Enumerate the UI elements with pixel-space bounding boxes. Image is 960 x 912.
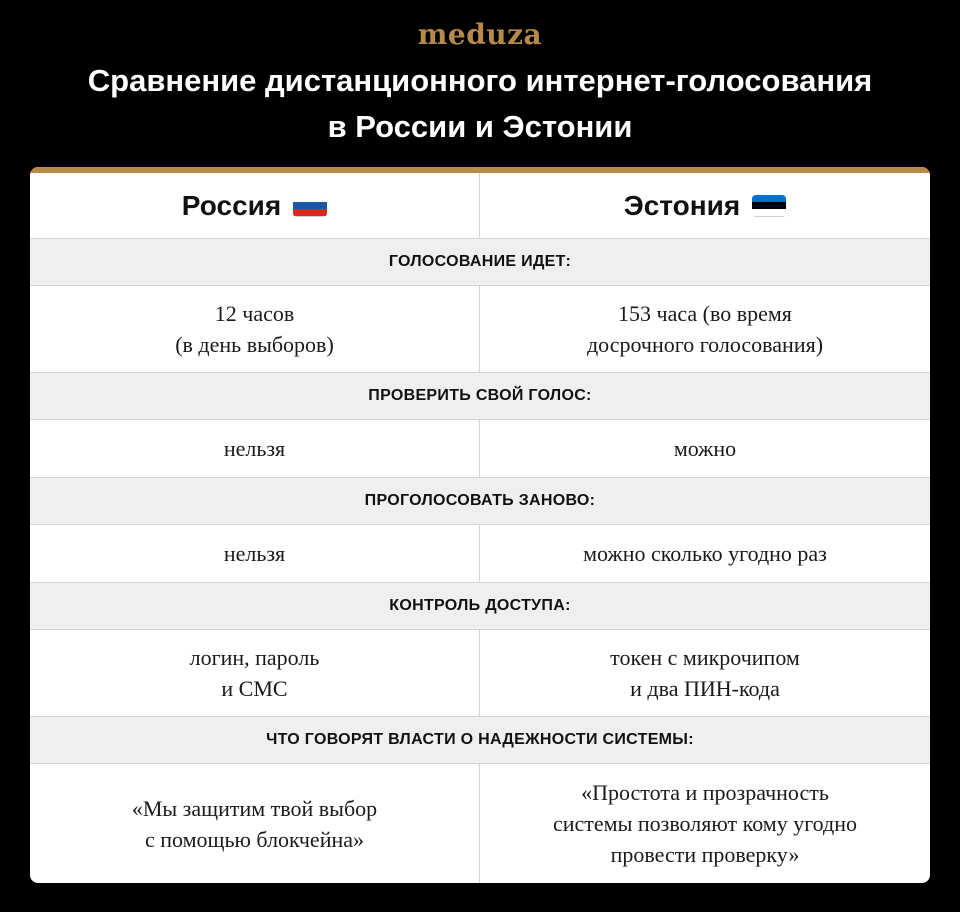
cell-text-line: токен с микрочипом	[610, 645, 800, 670]
table-row	[30, 286, 930, 373]
cell-text-line: и два ПИН-кода	[630, 676, 780, 701]
cell-russia	[30, 764, 480, 883]
cell-estonia	[480, 525, 930, 582]
cell-text-line: и СМС	[221, 676, 288, 701]
table-header-row	[30, 173, 930, 239]
russia-flag-icon	[293, 195, 327, 217]
table-row	[30, 764, 930, 883]
cell-russia	[30, 286, 480, 372]
section-heading-row	[30, 373, 930, 420]
section-heading: ГОЛОСОВАНИЕ ИДЕТ:	[388, 253, 572, 270]
cell-text-line: нельзя	[223, 541, 286, 566]
cell-text-line: (в день выборов)	[175, 332, 334, 357]
cell-text-line: провести проверку»	[610, 842, 800, 867]
cell-russia	[30, 630, 480, 716]
section-heading-row	[30, 239, 930, 286]
column-header-russia	[30, 173, 480, 238]
cell-russia	[30, 420, 480, 477]
section-heading: ПРОВЕРИТЬ СВОЙ ГОЛОС:	[368, 387, 592, 404]
flag-stripe	[293, 195, 327, 202]
title-line-2: в России и Эстонии	[327, 109, 633, 144]
section-heading: КОНТРОЛЬ ДОСТУПА:	[389, 597, 571, 614]
column-header-estonia	[480, 173, 930, 238]
flag-stripe	[293, 202, 327, 209]
cell-text-line: 153 часа (во время	[618, 301, 792, 326]
comparison-table	[30, 167, 930, 883]
flag-stripe	[752, 195, 786, 202]
section-heading-row	[30, 583, 930, 630]
table-row	[30, 630, 930, 717]
cell-estonia	[480, 286, 930, 372]
cell-text-line: нельзя	[223, 436, 286, 461]
cell-text-line: досрочного голосования)	[586, 332, 824, 357]
title-line-1: Сравнение дистанционного интернет-голосования	[87, 63, 873, 98]
cell-estonia	[480, 420, 930, 477]
cell-estonia	[480, 630, 930, 716]
meduza-logo: meduza	[417, 18, 543, 51]
section-heading: ПРОГОЛОСОВАТЬ ЗАНОВО:	[364, 492, 596, 509]
column-name-estonia: Эстония	[623, 189, 741, 221]
cell-text-line: «Простота и прозрачность	[581, 780, 829, 805]
cell-text-line: системы позволяют кому угодно	[552, 811, 858, 836]
cell-text-line: можно сколько угодно раз	[583, 541, 827, 566]
cell-text-line: можно	[673, 436, 737, 461]
table-row	[30, 525, 930, 583]
flag-stripe	[293, 209, 327, 216]
section-heading-row	[30, 478, 930, 525]
cell-text-line: с помощью блокчейна»	[144, 826, 365, 852]
section-heading: ЧТО ГОВОРЯТ ВЛАСТИ О НАДЕЖНОСТИ СИСТЕМЫ:	[266, 731, 694, 748]
page-title	[30, 58, 930, 150]
cell-text-line: 12 часов	[214, 301, 295, 326]
flag-stripe	[752, 202, 786, 209]
flag-stripe	[752, 209, 786, 216]
cell-russia	[30, 525, 480, 582]
cell-estonia	[480, 764, 930, 883]
cell-text-line: «Мы защитим твой выбор	[131, 795, 378, 821]
cell-text-line: логин, пароль	[189, 645, 320, 670]
estonia-flag-icon	[752, 195, 786, 217]
section-heading-row	[30, 717, 930, 764]
table-row	[30, 420, 930, 478]
column-name-russia: Россия	[181, 189, 282, 221]
